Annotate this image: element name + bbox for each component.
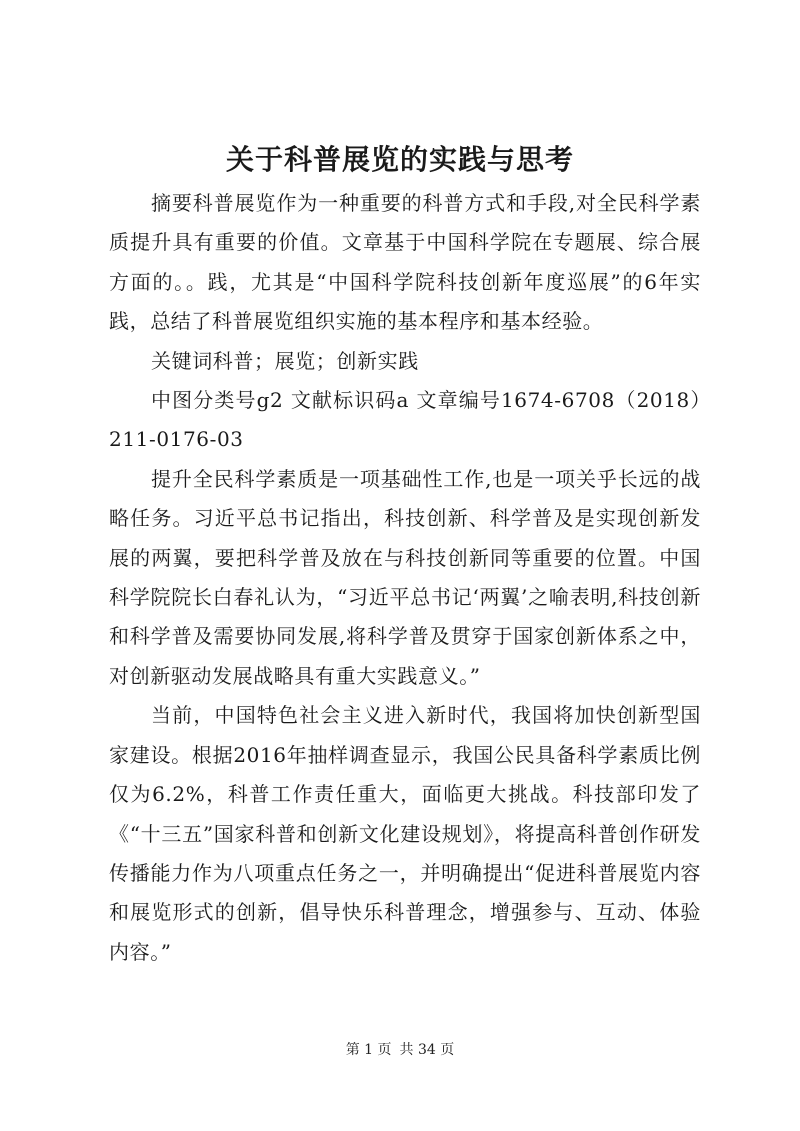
classification-paragraph: 中图分类号g2 文献标识码a 文章编号1674-6708（2018）211-0176-03 [109, 388, 701, 452]
abstract-paragraph: 摘要科普展览作为一种重要的科普方式和手段,对全民科学素质提升具有重要的价值。文章基于中国科学院在专题展、综合展方面的。。践，尤其是“中国科学院科技创新年度巡展”的6年实践，总结了科普展览组织实施的基本程序和基本经验。 [109, 191, 701, 334]
keywords-paragraph: 关键词科普；展览；创新实践 [151, 348, 419, 373]
page-title: 关于科普展览的实践与思考 [225, 143, 574, 176]
body-paragraph-2: 当前，中国特色社会主义进入新时代，我国将加快创新型国家建设。根据2016年抽样调查显示，我国公民具备科学素质比例仅为6.2%，科普工作责任重大，面临更大挑战。科技部印发了《“十三五”国家科普和创新文化建设规划》，将提高科普创作研发传播能力作为八项重点任务之一，并明确提出“促进科普展览内容和展览形式的创新，倡导快乐科普理念，增强参与、互动、体验内容。” [109, 703, 701, 964]
page-footer [0, 1040, 800, 1060]
page-number: 第 1 页 [345, 1042, 392, 1058]
document-body [109, 184, 701, 972]
page-total: 共 34 页 [399, 1042, 455, 1058]
body-paragraph-1: 提升全民科学素质是一项基础性工作,也是一项关乎长远的战略任务。习近平总书记指出，科技创新、科学普及是实现创新发展的两翼，要把科学普及放在与科技创新同等重要的位置。中国科学院院长白春礼认为，“习近平总书记‘两翼’之喻表明,科技创新和科学普及需要协同发展,将科学普及贯穿于国家创新体系之中，对创新驱动发展战略具有重大实践意义。” [109, 466, 701, 688]
